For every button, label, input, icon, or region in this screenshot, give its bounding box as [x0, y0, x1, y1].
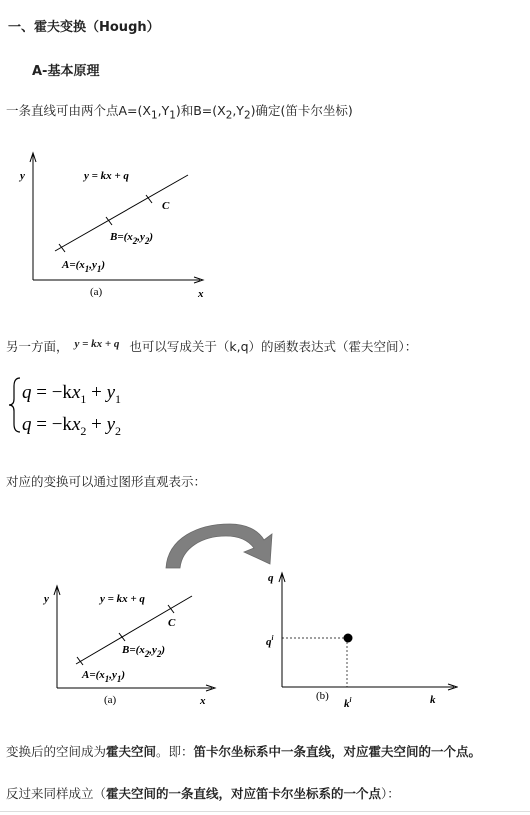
t: + [86, 414, 107, 435]
t: = −k [31, 382, 72, 403]
t: A=(x [82, 669, 105, 681]
t: 1 [96, 264, 102, 274]
t: ,y [149, 644, 157, 656]
t: + [86, 382, 107, 403]
sub: 2 [225, 109, 233, 122]
figure-hough-space [258, 565, 458, 715]
sub: 1 [150, 109, 158, 122]
equation-2 [22, 414, 121, 438]
hough-point [344, 634, 353, 643]
para5-text: ）： [381, 786, 400, 801]
t: 1 [84, 264, 90, 274]
para1-text: ,Y [157, 103, 170, 118]
paragraph-inverse [6, 784, 400, 802]
para1-text: )和B=(X [175, 103, 226, 118]
t: ,y [109, 669, 117, 681]
t: B=(x [110, 231, 133, 243]
point-c-label: C [168, 617, 176, 629]
t: ,y [137, 231, 145, 243]
point-b-label [109, 231, 153, 246]
para2-prefix: 另一方面， [6, 339, 69, 354]
y-axis-label: y [20, 170, 25, 182]
t: q [266, 636, 272, 648]
point-b-label [121, 644, 165, 659]
para5-bold: 霍夫空间的一条直线，对应笛卡尔坐标系的一个点 [106, 786, 382, 801]
t: x [71, 414, 81, 435]
figure-caption-a: (a) [90, 286, 103, 298]
para4-bold: 笛卡尔坐标系中一条直线，对应霍夫空间的一个点。 [193, 744, 482, 759]
point-a-label [81, 669, 125, 684]
para2-suffix: 也可以写成关于（k,q）的函数表达式（霍夫空间）： [129, 339, 418, 354]
t: 1 [115, 392, 122, 406]
t: x [71, 382, 81, 403]
para1-text: 一条直线可由两个点A=(X [6, 103, 151, 118]
paragraph-hough-function [6, 337, 417, 355]
t: i [349, 696, 352, 704]
para4-bold: 霍夫空间 [106, 744, 157, 759]
x-axis-label: x [200, 695, 206, 707]
t: = −k [31, 414, 72, 435]
equation-system [6, 372, 156, 442]
paragraph-two-points [6, 101, 353, 122]
paragraph-hough-space [6, 742, 481, 760]
t: 2 [144, 649, 150, 659]
figure-cartesian-small [22, 580, 222, 710]
y-axis-label: y [44, 593, 49, 605]
q-axis-label: q [268, 572, 274, 584]
line-equation-label: y = kx + q [100, 593, 145, 605]
subsection-heading: A-基本原理 [32, 64, 100, 79]
para4-text: 变换后的空间成为 [6, 744, 107, 759]
para1-text: )确定(笛卡尔坐标) [250, 103, 353, 118]
point-c-label: C [162, 200, 170, 212]
t: y [106, 382, 116, 403]
figure-caption-a: (a) [104, 694, 117, 706]
t: ) [149, 231, 154, 243]
t: q [22, 414, 32, 435]
t: A=(x [62, 259, 85, 271]
figure-cartesian-line [0, 145, 230, 310]
t: y [106, 414, 116, 435]
t: i [271, 634, 274, 642]
t: 1 [104, 674, 110, 684]
t: 2 [80, 424, 87, 438]
line-equation-label: y = kx + q [84, 170, 129, 182]
t: 2 [156, 649, 162, 659]
para4-text: 。即： [156, 744, 194, 759]
para5-text: 反过来同样成立（ [6, 786, 107, 801]
t: 2 [144, 236, 150, 246]
x-axis-label: x [198, 288, 204, 300]
t: 1 [80, 392, 87, 406]
t: ,y [89, 259, 97, 271]
left-brace [9, 378, 20, 432]
sub: 2 [243, 109, 251, 122]
sub: 1 [169, 109, 176, 122]
t: 2 [132, 236, 138, 246]
t: B=(x [122, 644, 145, 656]
paragraph-visual: 对应的变换可以通过图形直观表示： [6, 474, 207, 489]
para1-text: ,Y [232, 103, 244, 118]
tick-b [119, 633, 125, 641]
point-a-label [61, 259, 105, 274]
t: ) [161, 644, 166, 656]
t: q [22, 382, 32, 403]
section-heading: 一、霍夫变换（Hough） [8, 20, 160, 35]
q-tick-label [266, 634, 274, 648]
t: k [344, 698, 350, 710]
divider [0, 811, 530, 812]
t: ) [101, 259, 106, 271]
k-axis-label: k [430, 694, 436, 706]
equation-1 [22, 382, 121, 406]
k-tick-label [344, 696, 352, 710]
figure-caption-b: (b) [316, 690, 329, 702]
inline-formula: y = kx + q [74, 338, 120, 350]
t: 1 [116, 674, 122, 684]
t: ) [121, 669, 126, 681]
t: 2 [115, 424, 122, 438]
